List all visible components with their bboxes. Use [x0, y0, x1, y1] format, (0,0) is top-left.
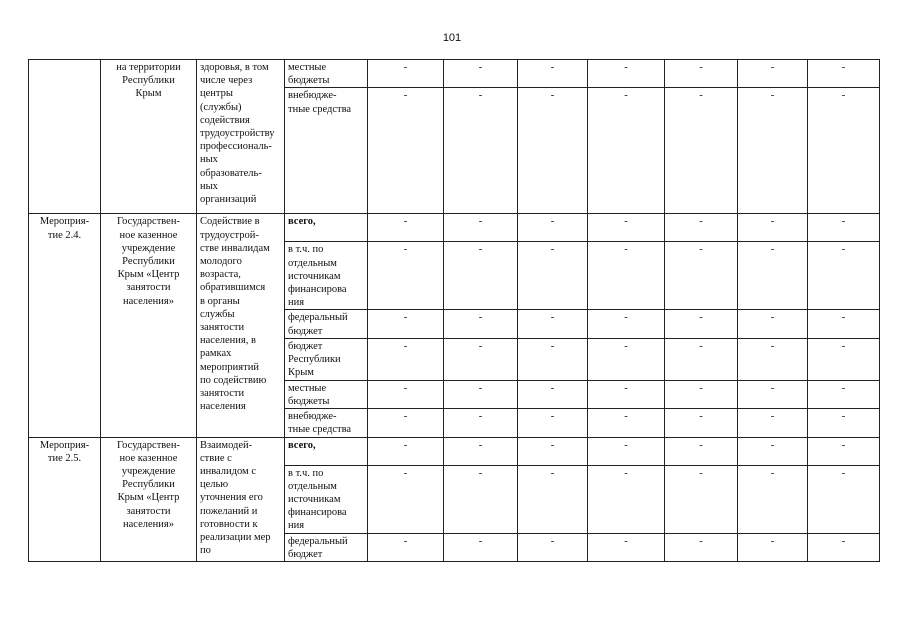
- value-cell: -: [518, 242, 588, 310]
- activity-number-cell: Мероприя- тие 2.5.: [29, 437, 101, 561]
- value-cell: -: [444, 60, 518, 88]
- value-cell: -: [665, 88, 738, 214]
- value-cell: -: [588, 338, 665, 380]
- value-cell: -: [808, 214, 880, 242]
- value-cell: -: [588, 214, 665, 242]
- funding-source-cell: всего,: [285, 214, 368, 242]
- value-cell: -: [665, 214, 738, 242]
- activity-description-cell: Взаимодей- ствие с инвалидом с целью уточнения его пожеланий и готовности к реализации мер по: [197, 437, 285, 561]
- value-cell: -: [444, 214, 518, 242]
- value-cell: -: [738, 338, 808, 380]
- value-cell: -: [444, 409, 518, 437]
- value-cell: -: [518, 465, 588, 533]
- value-cell: -: [808, 60, 880, 88]
- value-cell: -: [518, 437, 588, 465]
- value-cell: -: [444, 437, 518, 465]
- value-cell: -: [588, 409, 665, 437]
- funding-source-cell: местные бюджеты: [285, 380, 368, 408]
- value-cell: -: [368, 242, 444, 310]
- value-cell: -: [588, 242, 665, 310]
- value-cell: -: [738, 242, 808, 310]
- funding-source-cell: бюджет Республики Крым: [285, 338, 368, 380]
- value-cell: -: [738, 214, 808, 242]
- value-cell: -: [368, 60, 444, 88]
- activity-description-cell: здоровья, в том числе через центры (службы) содействия трудоустройству профессиональ- ных образователь- ных организаций: [197, 60, 285, 214]
- value-cell: -: [518, 533, 588, 561]
- funding-source-cell: местные бюджеты: [285, 60, 368, 88]
- funding-source-cell: в т.ч. по отдельным источникам финансирова ния: [285, 465, 368, 533]
- value-cell: -: [738, 310, 808, 338]
- funding-source-cell: всего,: [285, 437, 368, 465]
- value-cell: -: [738, 88, 808, 214]
- value-cell: -: [368, 338, 444, 380]
- value-cell: -: [588, 465, 665, 533]
- value-cell: -: [444, 310, 518, 338]
- value-cell: -: [368, 409, 444, 437]
- value-cell: -: [368, 465, 444, 533]
- value-cell: -: [588, 533, 665, 561]
- value-cell: -: [518, 380, 588, 408]
- activity-number-cell: Мероприя- тие 2.4.: [29, 214, 101, 437]
- value-cell: -: [808, 310, 880, 338]
- value-cell: -: [738, 533, 808, 561]
- value-cell: -: [738, 465, 808, 533]
- value-cell: -: [808, 380, 880, 408]
- value-cell: -: [808, 409, 880, 437]
- value-cell: -: [444, 338, 518, 380]
- value-cell: -: [368, 214, 444, 242]
- table-row: [29, 60, 880, 88]
- value-cell: -: [518, 88, 588, 214]
- value-cell: -: [738, 60, 808, 88]
- table-row: [29, 214, 880, 242]
- value-cell: -: [665, 437, 738, 465]
- executor-cell: на территории Республики Крым: [101, 60, 197, 214]
- value-cell: -: [368, 380, 444, 408]
- value-cell: -: [588, 88, 665, 214]
- value-cell: -: [444, 465, 518, 533]
- value-cell: -: [665, 533, 738, 561]
- value-cell: -: [588, 310, 665, 338]
- value-cell: -: [665, 465, 738, 533]
- value-cell: -: [665, 60, 738, 88]
- value-cell: -: [738, 437, 808, 465]
- value-cell: -: [368, 437, 444, 465]
- value-cell: -: [368, 88, 444, 214]
- executor-cell: Государствен- ное казенное учреждение Республики Крым «Центр занятости населения»: [101, 214, 197, 437]
- funding-source-cell: внебюдже- тные средства: [285, 409, 368, 437]
- budget-table: [28, 59, 880, 562]
- value-cell: -: [808, 242, 880, 310]
- value-cell: -: [518, 214, 588, 242]
- page-number: 101: [442, 32, 462, 44]
- executor-cell: Государствен- ное казенное учреждение Республики Крым «Центр занятости населения»: [101, 437, 197, 561]
- value-cell: -: [518, 60, 588, 88]
- activity-description-cell: Содействие в трудоустрой- стве инвалидам молодого возраста, обратившимся в органы службы занятости населения, в рамках мероприятий по содействию занятости населения: [197, 214, 285, 437]
- value-cell: -: [588, 60, 665, 88]
- value-cell: -: [665, 242, 738, 310]
- value-cell: -: [738, 409, 808, 437]
- value-cell: -: [444, 533, 518, 561]
- value-cell: -: [808, 338, 880, 380]
- value-cell: -: [808, 465, 880, 533]
- value-cell: -: [665, 380, 738, 408]
- value-cell: -: [665, 338, 738, 380]
- value-cell: -: [444, 88, 518, 214]
- value-cell: -: [368, 310, 444, 338]
- table-row: [29, 437, 880, 465]
- value-cell: -: [808, 437, 880, 465]
- value-cell: -: [665, 310, 738, 338]
- value-cell: -: [518, 310, 588, 338]
- funding-source-cell: федеральный бюджет: [285, 533, 368, 561]
- value-cell: -: [588, 437, 665, 465]
- value-cell: -: [808, 533, 880, 561]
- value-cell: -: [588, 380, 665, 408]
- value-cell: -: [444, 380, 518, 408]
- value-cell: -: [808, 88, 880, 214]
- value-cell: -: [368, 533, 444, 561]
- value-cell: -: [518, 409, 588, 437]
- activity-number-cell: [29, 60, 101, 214]
- value-cell: -: [518, 338, 588, 380]
- funding-source-cell: внебюдже- тные средства: [285, 88, 368, 214]
- value-cell: -: [665, 409, 738, 437]
- funding-source-cell: федеральный бюджет: [285, 310, 368, 338]
- value-cell: -: [444, 242, 518, 310]
- value-cell: -: [738, 380, 808, 408]
- funding-source-cell: в т.ч. по отдельным источникам финансирова ния: [285, 242, 368, 310]
